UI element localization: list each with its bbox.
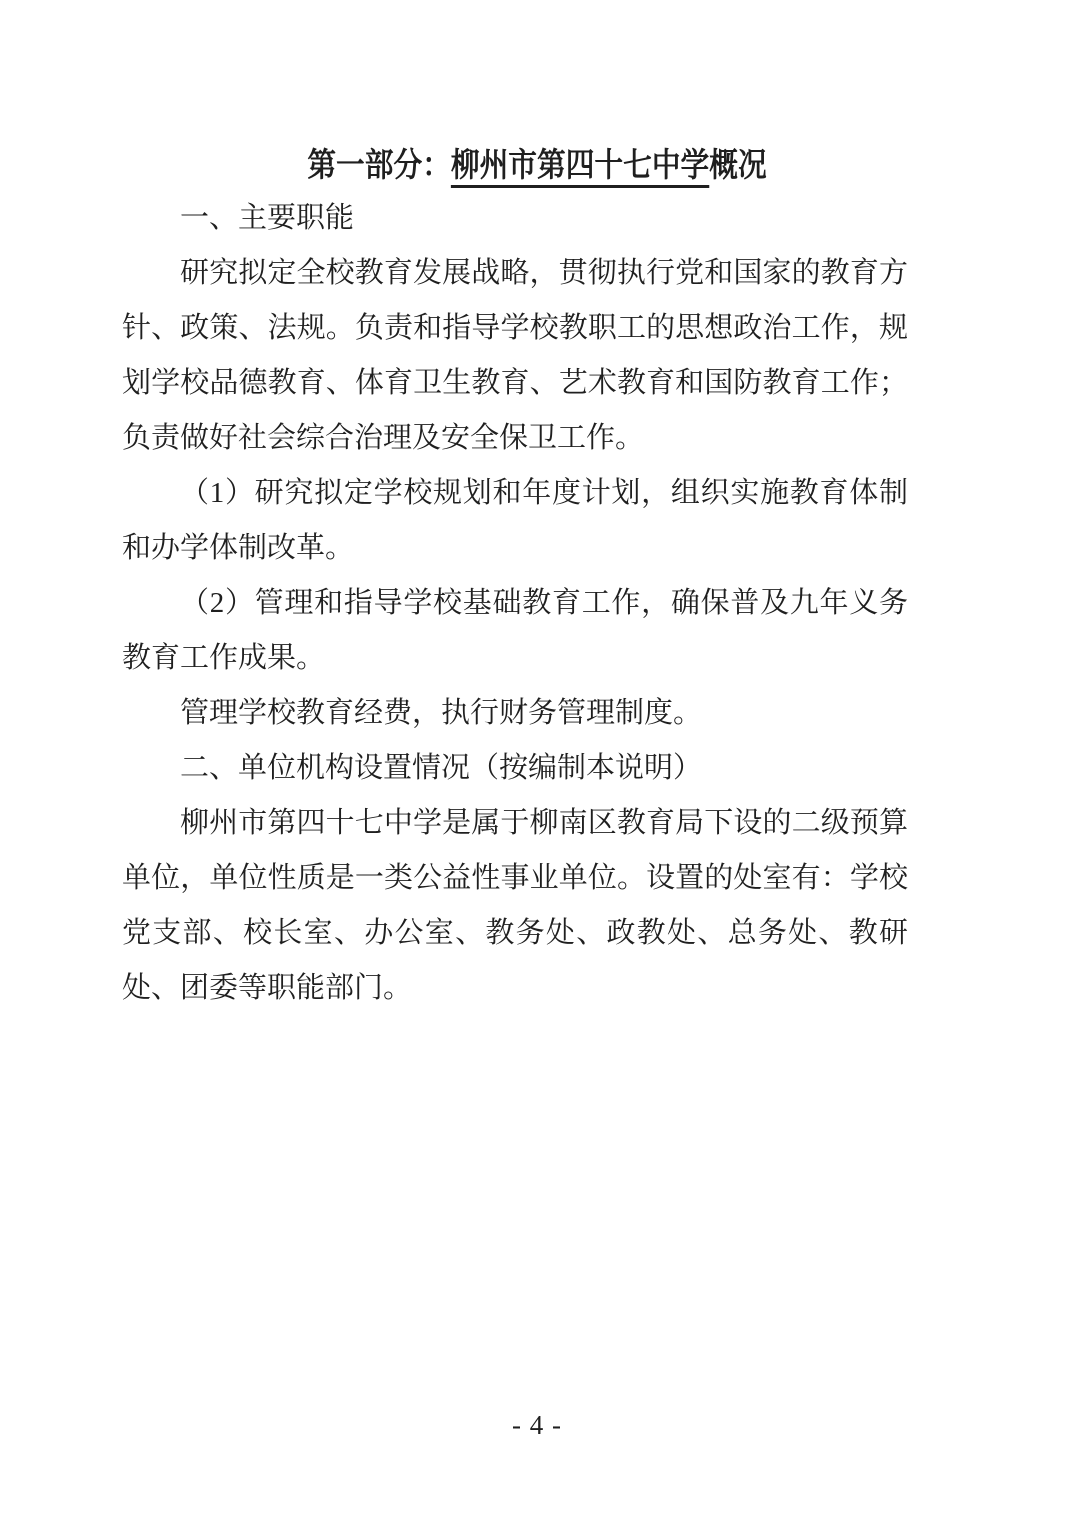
paragraph: 柳州市第四十七中学是属于柳南区教育局下设的二级预算单位，单位性质是一类公益性事业单位。设置的处室有：学校党支部、校长室、办公室、教务处、政教处、总务处、教研处、团委等职能部门。 bbox=[122, 807, 908, 1004]
page-title bbox=[70, 139, 1004, 186]
title-suffix: 概况 bbox=[709, 148, 767, 184]
paragraph: （2）管理和指导学校基础教育工作，确保普及九年义务教育工作成果。 bbox=[122, 587, 908, 674]
paragraph: 管理学校教育经费，执行财务管理制度。 bbox=[180, 697, 703, 729]
document-body bbox=[122, 191, 908, 1016]
paragraph: 研究拟定全校教育发展战略，贯彻执行党和国家的教育方针、政策、法规。负责和指导学校教职工的思想政治工作，规划学校品德教育、体育卫生教育、艺术教育和国防教育工作；负责做好社会综合治理及安全保卫工作。 bbox=[122, 257, 908, 454]
section-heading: 二、单位机构设置情况（按编制本说明） bbox=[180, 752, 703, 784]
page-number: - 4 - bbox=[512, 1410, 562, 1440]
title-prefix: 第一部分： bbox=[307, 148, 451, 184]
section-heading: 一、主要职能 bbox=[180, 202, 355, 234]
paragraph: （1）研究拟定学校规划和年度计划，组织实施教育体制和办学体制改革。 bbox=[122, 477, 908, 564]
title-underlined-school-name: 柳州市第四十七中学 bbox=[451, 148, 709, 188]
